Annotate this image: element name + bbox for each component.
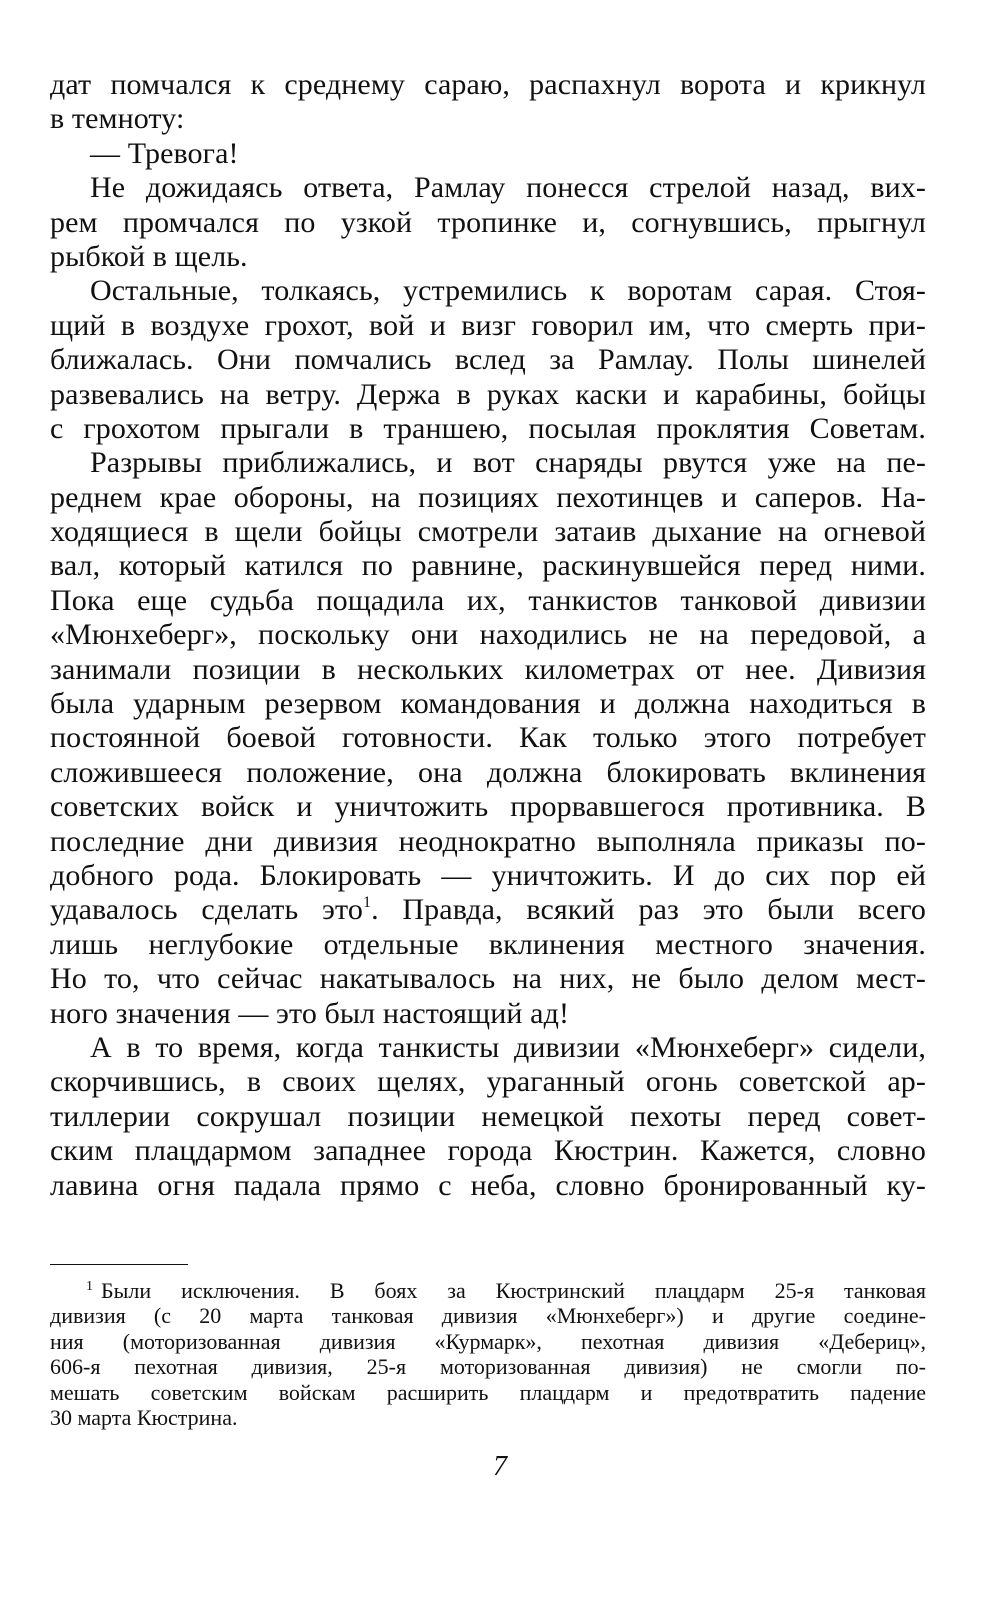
text-line: ближалась. Они помчались вслед за Рамлау. Полы шинелей	[50, 343, 926, 377]
page-number: 7	[493, 1451, 507, 1482]
footnote-divider	[50, 1264, 188, 1265]
text-line: ходящиеся в щели бойцы смотрели затаив дыхание на огневой	[50, 515, 926, 549]
text-line: А в то время, когда танкисты дивизии «Мюнхеберг» сидели,	[90, 1030, 926, 1064]
text-fragment: . Правда, всякий раз это были всего	[371, 893, 926, 927]
text-line: постоянной боевой готовности. Как только этого потребует	[50, 721, 926, 755]
footnote-line: мешать советским войскам расширить плацдарм и предотвратить падение	[50, 1379, 926, 1405]
footnote-line: 606-я пехотная дивизия, 25-я моторизованная дивизия) не смогли по-	[50, 1354, 926, 1380]
footnote-line: 30 марта Кюстрина.	[50, 1404, 238, 1430]
text-line: ного значения — это был настоящий ад!	[50, 996, 570, 1030]
footnote-reference[interactable]: 1	[362, 894, 372, 912]
text-line-with-footnote-ref	[50, 893, 926, 927]
text-line: последние дни дивизия неоднократно выполняла приказы по-	[50, 824, 926, 858]
text-line: развевались на ветру. Держа в руках каски и карабины, бойцы	[50, 377, 926, 411]
text-line: щий в воздухе грохот, вой и визг говорил им, что смерть при-	[50, 308, 926, 342]
footnote	[50, 1278, 926, 1430]
text-line: вал, который катился по равнине, раскинувшейся перед ними.	[50, 549, 926, 583]
text-line: Остальные, толкаясь, устремились к воротам сарая. Стоя-	[90, 274, 926, 308]
text-line: тиллерии сокрушал позиции немецкой пехоты перед совет-	[50, 1099, 926, 1133]
footnote-text: Были исключения. В боях за Кюстринский плацдарм 25-я танковая	[101, 1278, 926, 1303]
footnote-line: ния (моторизованная дивизия «Курмарк», пехотная дивизия «Дебериц»,	[50, 1328, 926, 1354]
text-line: Пока еще судьба пощадила их, танкистов танковой дивизии	[50, 583, 926, 617]
text-line: ским плацдармом западнее города Кюстрин. Кажется, словно	[50, 1134, 926, 1168]
text-line: реднем крае обороны, на позициях пехотинцев и саперов. На-	[50, 480, 926, 514]
text-line: лавина огня падала прямо с неба, словно бронированный ку-	[50, 1168, 926, 1202]
text-line: была ударным резервом командования и должна находиться в	[50, 687, 926, 721]
text-line: рем промчался по узкой тропинке и, согнувшись, прыгнул	[50, 205, 926, 239]
text-line: Разрывы приближались, и вот снаряды рвутся уже на пе-	[90, 446, 926, 480]
text-fragment: удавалось сделать это	[50, 893, 363, 927]
text-line: «Мюнхеберг», поскольку они находились не на передовой, а	[50, 618, 926, 652]
text-line: Не дожидаясь ответа, Рамлау понесся стрелой назад, вих-	[90, 171, 926, 205]
text-line: рыбкой в щель.	[50, 239, 248, 273]
text-line: скорчившись, в своих щелях, ураганный огонь советской ар-	[50, 1065, 926, 1099]
footnote-line	[50, 1278, 926, 1303]
text-line: занимали позиции в нескольких километрах от нее. Дивизия	[50, 652, 926, 686]
text-line: советских войск и уничтожить прорвавшегося противника. В	[50, 790, 926, 824]
text-line: дат помчался к среднему сараю, распахнул ворота и крикнул	[50, 68, 926, 101]
text-line: с грохотом прыгали в траншею, посылая проклятия Советам.	[50, 411, 926, 445]
text-line: Но то, что сейчас накатывалось на них, не было делом мест-	[50, 962, 926, 996]
text-line: сложившееся положение, она должна блокировать вклинения	[50, 755, 926, 789]
footnote-line: дивизия (с 20 марта танковая дивизия «Мюнхеберг») и другие соедине-	[50, 1303, 926, 1329]
text-line: добного рода. Блокировать — уничтожить. И до сих пор ей	[50, 858, 926, 892]
text-line: в темноту:	[50, 102, 185, 136]
footnote-marker: 1	[86, 1279, 93, 1294]
text-line: — Тревога!	[90, 136, 239, 170]
text-line: лишь неглубокие отдельные вклинения местного значения.	[50, 927, 926, 961]
main-text	[50, 68, 926, 1203]
